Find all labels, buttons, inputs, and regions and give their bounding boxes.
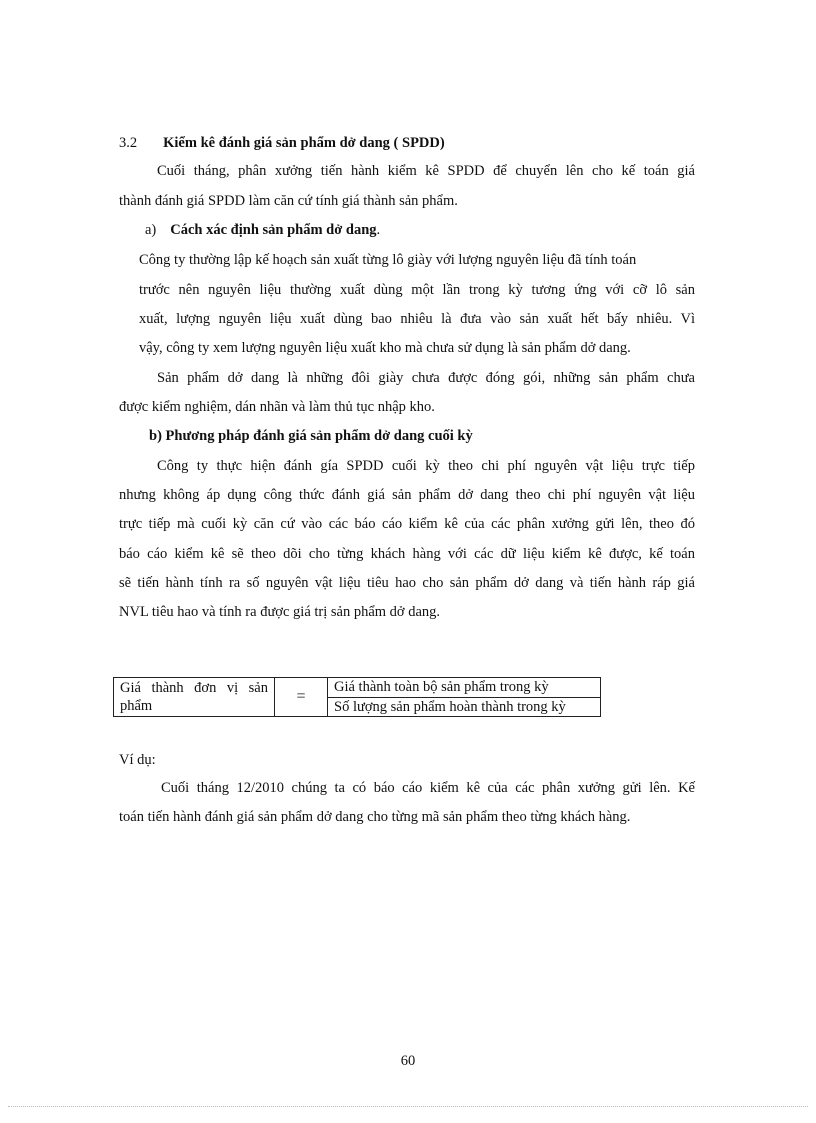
example-line-2: toán tiến hành đánh giá sản phẩm dở dang cho từng mã sản phẩm theo từng khách hàng. [119, 809, 631, 825]
para-a1-line-3: xuất, lượng nguyên liệu xuất dùng bao nhiêu là đưa vào sản xuất hết bấy nhiêu. Vì [139, 311, 695, 327]
formula-equals-sign: = [275, 678, 328, 717]
para-b-line-6: NVL tiêu hao và tính ra được giá trị sản phẩm dở dang. [119, 604, 441, 620]
subheading-a-marker: a) [145, 222, 157, 238]
intro-line-2: thành đánh giá SPDD làm căn cứ tính giá thành sản phẩm. [119, 193, 458, 209]
example-label: Ví dụ: [119, 752, 156, 768]
para-b-line-1: Công ty thực hiện đánh gía SPDD cuối kỳ theo chi phí nguyên vật liệu trực tiếp [157, 458, 695, 474]
page-number: 60 [400, 1053, 416, 1069]
section-title: Kiểm kê đánh giá sản phẩm dở dang ( SPDD) [163, 135, 445, 151]
formula-table [113, 677, 601, 717]
para-b-line-3: trực tiếp mà cuối kỳ căn cứ vào các báo cáo kiểm kê của các phân xưởng gửi lên, theo đó [119, 516, 695, 532]
para-a1-line-4: vậy, công ty xem lượng nguyên liệu xuất kho mà chưa sử dụng là sản phẩm dở dang. [139, 340, 631, 356]
page-bottom-border [8, 1106, 808, 1107]
para-b-line-5: sẽ tiến hành tính ra số nguyên vật liệu tiêu hao cho sản phẩm dở dang và tiến hành ráp giá [119, 575, 695, 591]
subheading-b-title: b) Phương pháp đánh giá sản phẩm dở dang cuối kỳ [149, 428, 473, 444]
intro-line-1: Cuối tháng, phân xưởng tiến hành kiểm kê SPDD để chuyển lên cho kế toán giá [157, 163, 695, 179]
para-a2-line-2: được kiểm nghiệm, dán nhãn và làm thủ tục nhập kho. [119, 399, 435, 415]
example-line-1: Cuối tháng 12/2010 chúng ta có báo cáo kiểm kê của các phân xưởng gửi lên. Kế [161, 780, 695, 796]
subheading-a-period: . [376, 222, 381, 238]
subheading-a-title: Cách xác định sản phẩm dở dang [170, 222, 377, 238]
section-number: 3.2 [119, 135, 138, 151]
formula-label: Giá thành đơn vị sản phẩm [114, 678, 275, 717]
para-a1-line-2: trước nên nguyên liệu thường xuất dùng một lần trong kỳ tương ứng với cỡ lô sản [139, 282, 695, 298]
formula-numerator: Giá thành toàn bộ sản phẩm trong kỳ [328, 678, 601, 698]
formula-denominator: Số lượng sản phẩm hoàn thành trong kỳ [328, 697, 601, 717]
para-b-line-2: nhưng không áp dụng công thức đánh giá sản phẩm dở dang theo chi phí nguyên vật liệu [119, 487, 695, 503]
para-a1-line-1: Công ty thường lập kế hoạch sản xuất từng lô giày với lượng nguyên liệu đã tính toán [139, 252, 637, 268]
subheading-b [149, 427, 473, 445]
para-a2-line-1: Sản phẩm dở dang là những đôi giày chưa được đóng gói, những sản phẩm chưa [157, 370, 695, 386]
section-heading [119, 134, 445, 152]
subheading-a [145, 221, 380, 239]
para-b-line-4: báo cáo kiểm kê sẽ theo dõi cho từng khách hàng với các dữ liệu kiểm kê được, kế toán [119, 546, 695, 562]
